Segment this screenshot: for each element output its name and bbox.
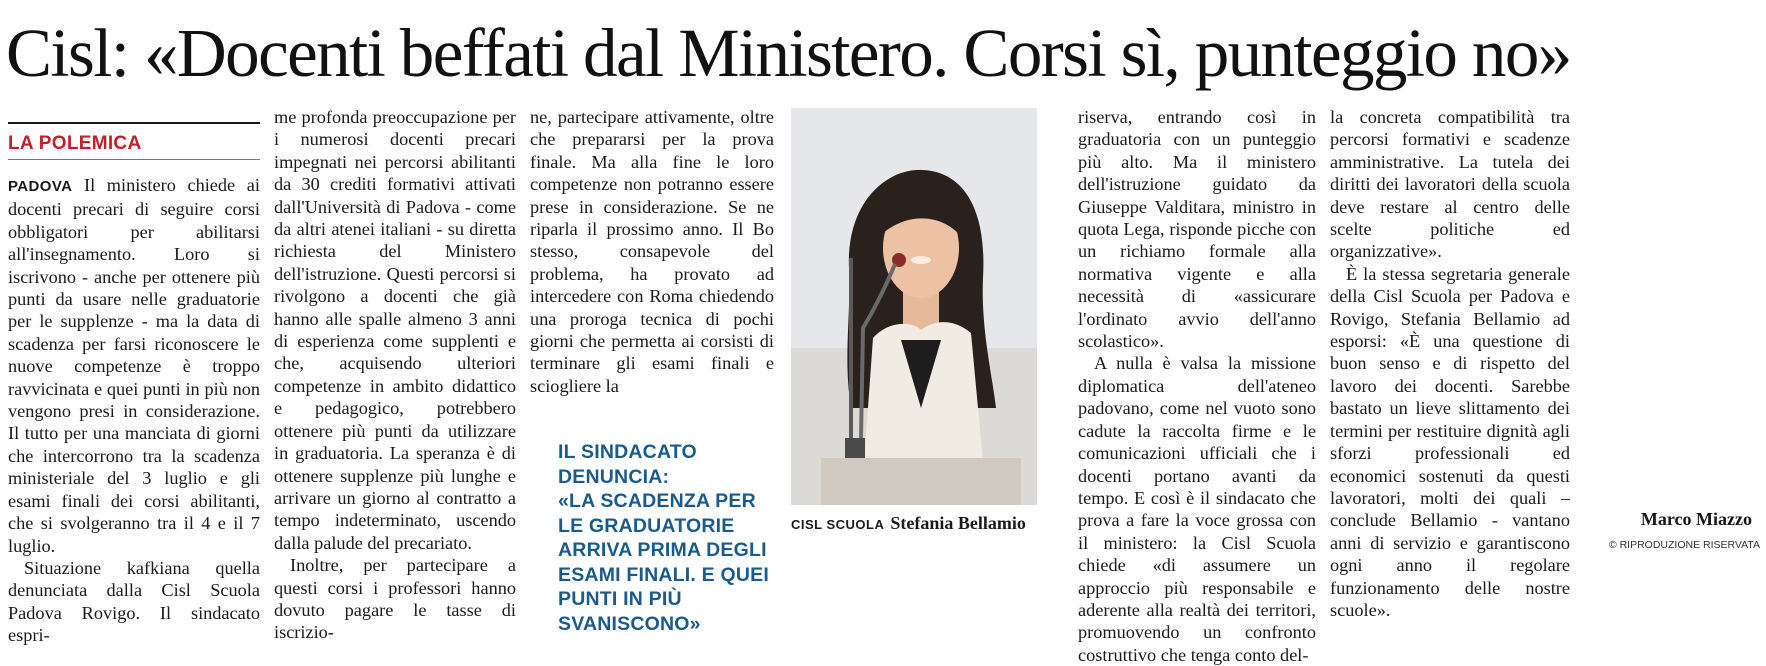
paragraph: È la stessa segretaria generale della Cisl Scuola per Padova e Rovigo, Stefania Bellamio ad esporsi: «È una questione di buon senso e di rispetto del lavoro dei docenti. Sarebbe bastato un lieve slittamento dei termini per restituire dignità agli sforzi professionali ed economici sostenuti da questi lavoratori, molti dei quali – conclude Bellamio - vantano anni di servizio e garantiscono ogni anno il regolare funzionamento delle nostre scuole».	[1330, 263, 1570, 620]
paragraph-text: Il ministero chiede ai docenti precari di seguire corsi obbligatori per abilitarsi all'insegnamento. Loro si iscrivono - anche per ottenere più punti da usare nelle graduatorie per le supplenze - ma la data di scadenza per farsi riconoscere le nuove competenze è troppo ravvicinata e quei punti in più non vengono presi in considerazione. Il tutto per una manciata di giorni che intercorrono tra la scadenza ministeriale del 3 luglio e gli esami finali dei corsi abilitanti, che si svolgeranno tra il 4 e il 7 luglio.	[8, 175, 260, 556]
pull-quote-body: «LA SCADENZA PER LE GRADUATORIE ARRIVA PRIMA DEGLI ESAMI FINALI. E QUEI PUNTI IN PIÙ SVANISCONO»	[558, 490, 769, 635]
paragraph: la concreta compatibilità tra percorsi formativi e scadenze amministrative. La tutela dei diritti dei lavoratori della scuola deve restare al centro delle scelte politiche ed organizzative».	[1330, 107, 1570, 262]
paragraph: ne, partecipare attivamente, oltre che prepararsi per la prova finale. Ma alla fine le loro competenze non potranno essere prese in considerazione. Se ne riparla il prossimo anno. Il Bo stesso, consapevole del problema, ha provato ad intercedere con Roma chiedendo una proroga tecnica di pochi giorni che permetta ai corsisti di terminare gli esami finali e sciogliere la	[530, 107, 774, 396]
pull-quote	[558, 440, 780, 636]
headline: Cisl: «Docenti beffati dal Ministero. Corsi sì, punteggio no»	[6, 15, 1571, 91]
caption-source: CISL SCUOLA	[791, 517, 885, 532]
article-column-1	[8, 174, 260, 647]
article-column-3	[530, 106, 774, 397]
photo-caption	[791, 512, 1091, 536]
kicker-rule	[8, 122, 260, 124]
paragraph: me profonda preoccupazione per i numerosi docenti precari impegnati nei percorsi abilitanti da 30 crediti formativi attivati dall'Università di Padova - come da altri atenei italiani - su diretta richiesta del Ministero dell'istruzione. Questi percorsi si rivolgono a docenti che già hanno alle spalle almeno 3 anni di esperienza come supplenti e che, acquisendo ulteriori competenze in ambito didattico e pedagogico, potrebbero ottenere più punti da utilizzare in graduatoria. La speranza è di ottenere supplenze più lunghe e arrivare un giorno al contratto a tempo indeterminato, uscendo dalla palude del precariato.	[274, 107, 516, 553]
portrait-illustration	[791, 108, 1037, 505]
paragraph: Situazione kafkiana quella denunciata dalla Cisl Scuola Padova Rovigo. Il sindacato espri-	[8, 557, 260, 646]
copyright-notice: © RIPRODUZIONE RISERVATA	[1608, 539, 1760, 551]
paragraph: Inoltre, per partecipare a questi corsi i professori hanno dovuto pagare le tasse di iscrizio-	[274, 555, 516, 643]
paragraph: A nulla è valsa la missione diplomatica dell'ateneo padovano, come nel vuoto sono cadute la raccolta firme e le comunicazioni ufficiali che i docenti portano avanti da tempo. E così è il sindacato che prova a fare la voce grossa con il ministero: la Cisl Scuola chiede «di assumere un approccio più responsabile e aderente alla realtà dei territori, promuovendo un confronto costruttivo che tenga conto del-	[1078, 353, 1316, 665]
portrait-photo	[791, 108, 1037, 505]
dateline: PADOVA	[8, 178, 73, 195]
article-column-2	[274, 106, 516, 644]
paragraph	[8, 174, 260, 557]
pull-quote-title: IL SINDACATO DENUNCIA:	[558, 441, 697, 488]
article-column-4	[1078, 106, 1316, 666]
section-kicker: LA POLEMICA	[8, 131, 260, 160]
byline: Marco Miazzo	[1640, 509, 1752, 529]
paragraph: riserva, entrando così in graduatoria con un punteggio più alto. Ma il ministero dell'istruzione guidato da Giuseppe Valditara, ministro in quota Lega, risponde picche con un richiamo formale alla normativa vigente e alla necessità di «assicurare l'ordinato avvio dell'anno scolastico».	[1078, 107, 1316, 352]
caption-name: Stefania Bellamio	[890, 513, 1026, 533]
